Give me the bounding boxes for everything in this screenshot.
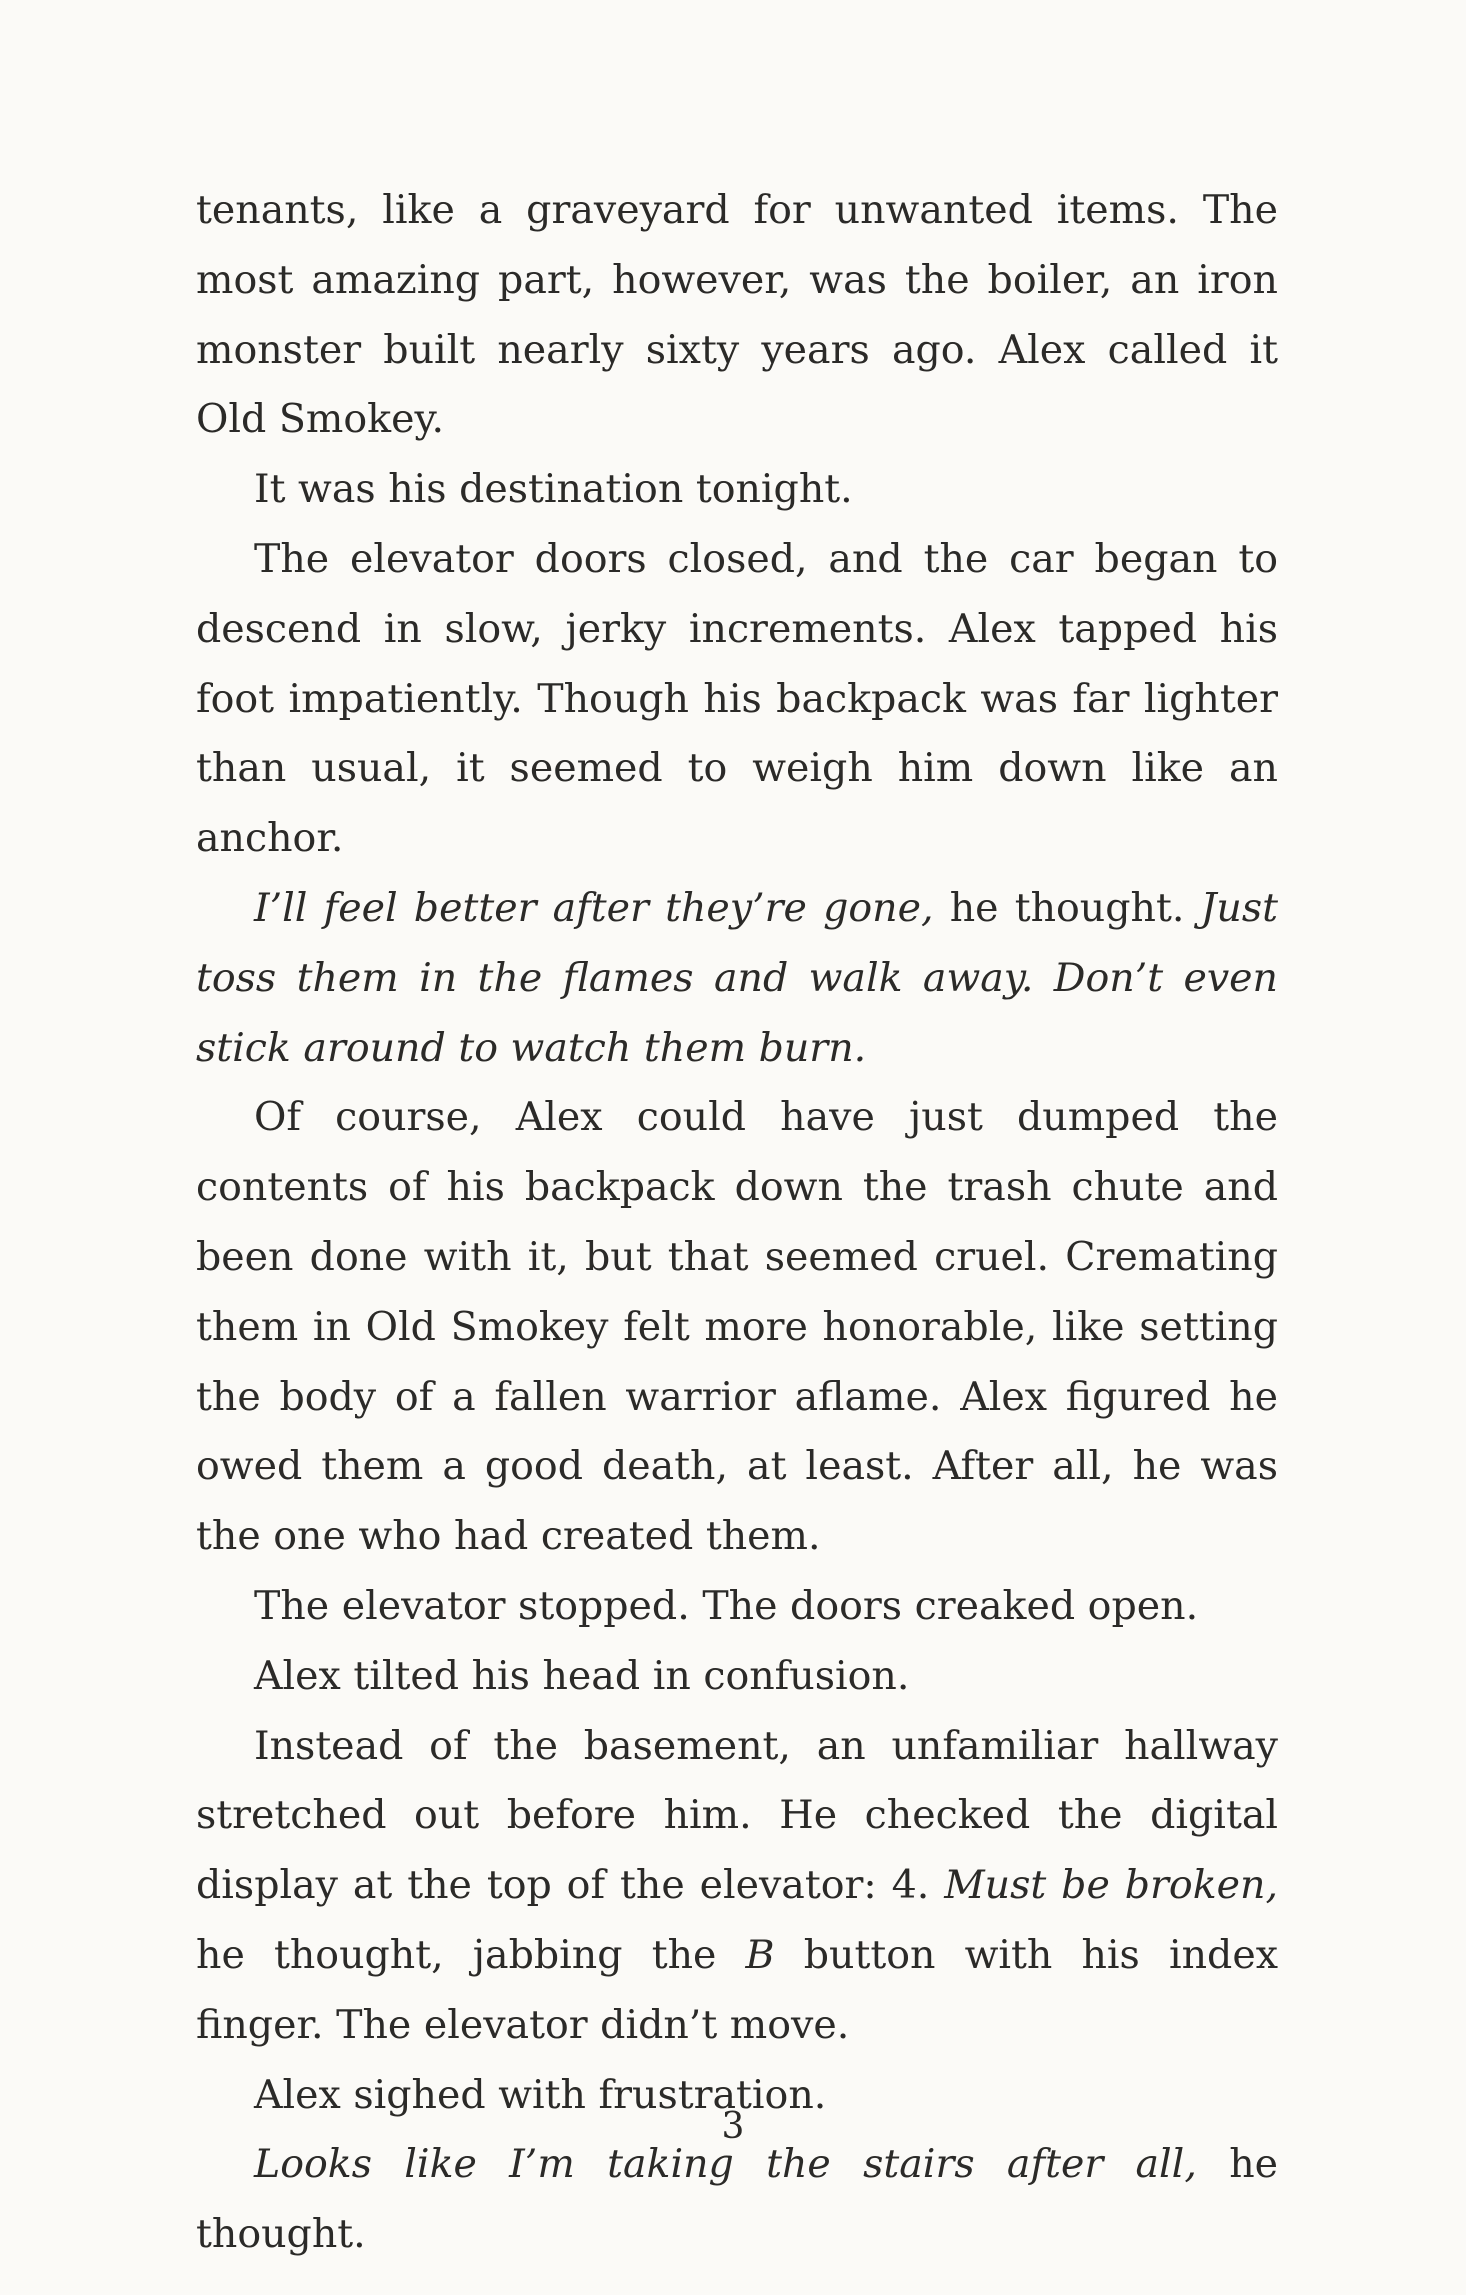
text-run: Instead of the basement, an unfamiliar hallway stretched out before him. He checked the digital display at the top of the elevator: 4.	[196, 1722, 1278, 1909]
text-run: he thought.	[196, 2141, 1279, 2258]
text-run: Alex sighed with frustration.	[254, 2071, 827, 2118]
page-number: 3	[721, 2106, 745, 2147]
paragraph	[196, 1712, 1278, 2061]
paragraph	[196, 176, 1278, 455]
italic-text: Just toss them in the flames and walk away. Don’t even stick around to watch them burn.	[196, 884, 1279, 1071]
paragraph	[196, 2130, 1278, 2270]
paragraph	[196, 1642, 1278, 1712]
text-run: The elevator doors closed, and the car began to descend in slow, jerky increments. Alex tapped his foot impatiently. Though his backpack was far lighter than usual, it seemed to weigh him down like an anchor.	[196, 535, 1278, 862]
italic-text: Must be broken,	[944, 1862, 1278, 1909]
paragraph	[196, 1083, 1278, 1572]
text-run: Of course, Alex could have just dumped the contents of his backpack down the trash chute and been done with it, but that seemed cruel. Cremating them in Old Smokey felt more honorable, like setting the body of a fallen warrior aflame. Alex figured he owed them a good death, at least. After all, he was the one who had created them.	[196, 1094, 1278, 1560]
text-run: It was his destination tonight.	[254, 466, 853, 513]
italic-text: Looks like I’m taking the stairs after all,	[254, 2141, 1197, 2188]
paragraph	[196, 525, 1278, 874]
paragraph	[196, 874, 1278, 1083]
text-run: he thought, jabbing the	[196, 1931, 746, 1978]
paragraph	[196, 455, 1278, 525]
text-run: The elevator stopped. The doors creaked open.	[254, 1582, 1199, 1629]
italic-text: I’ll feel better after they’re gone,	[254, 884, 934, 931]
paragraph	[196, 1572, 1278, 1642]
text-run: Alex tilted his head in confusion.	[254, 1652, 910, 1699]
body-text	[196, 176, 1278, 2270]
text-run: tenants, like a graveyard for unwanted items. The most amazing part, however, was the boiler, an iron monster built nearly sixty years ago. Alex called it Old Smokey.	[196, 187, 1278, 443]
text-run: button with his index finger. The elevator didn’t move.	[196, 1931, 1278, 2048]
text-run: he thought.	[933, 884, 1201, 931]
italic-text: B	[745, 1931, 775, 1978]
